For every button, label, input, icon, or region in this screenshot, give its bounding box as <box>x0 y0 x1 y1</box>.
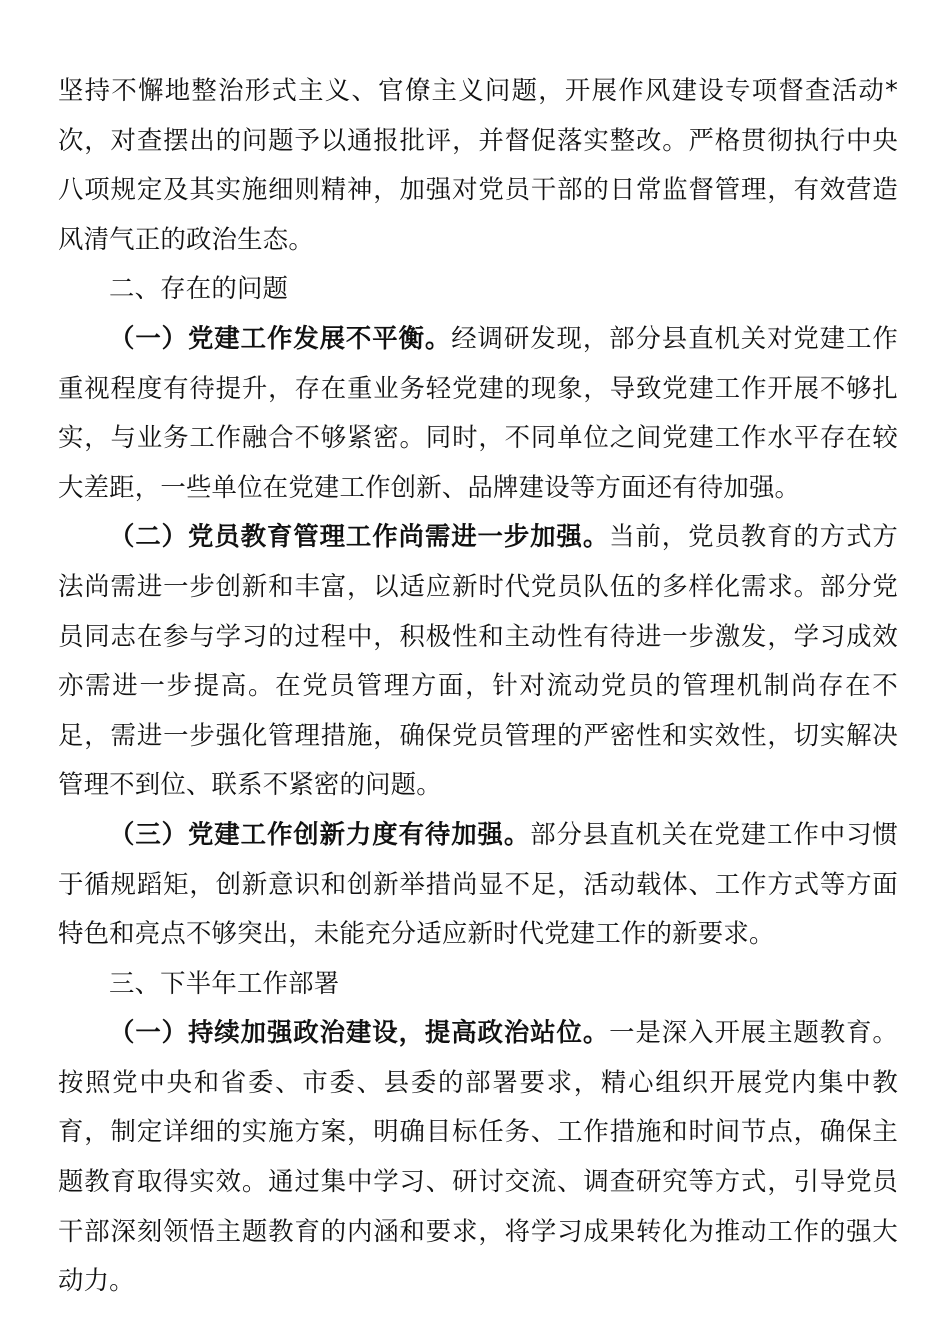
paragraph-text: 部分县直机关在党建工作中习惯于循规蹈矩，创新意识和创新举措尚显不足，活动载体、工作方式等方面特色和亮点不够突出，未能充分适应新时代党建工作的新要求。 <box>58 818 898 949</box>
paragraph-problem-1 <box>58 314 898 512</box>
paragraph-text: 坚持不懈地整治形式主义、官僚主义问题，开展作风建设专项督查活动*次，对查摆出的问题予以通报批评，并督促落实整改。严格贯彻执行中央八项规定及其实施细则精神，加强对党员干部的日常监督管理，有效营造风清气正的政治生态。 <box>58 75 898 254</box>
section-title-problems <box>58 264 898 314</box>
section-title-text: 二、存在的问题 <box>109 273 289 304</box>
section-title-text: 三、下半年工作部署 <box>109 967 340 998</box>
section-title-plan <box>58 959 898 1009</box>
paragraph-heading: （一）持续加强政治建设，提高政治站位。 <box>109 1017 610 1048</box>
paragraph-heading: （三）党建工作创新力度有待加强。 <box>109 818 531 849</box>
paragraph-plan-1 <box>58 1008 898 1306</box>
paragraph-heading: （一）党建工作发展不平衡。 <box>109 322 452 353</box>
paragraph-text: 当前，党员教育的方式方法尚需进一步创新和丰富，以适应新时代党员队伍的多样化需求。部分党员同志在参与学习的过程中，积极性和主动性有待进一步激发，学习成效亦需进一步提高。在党员管理方面，针对流动党员的管理机制尚存在不足，需进一步强化管理措施，确保党员管理的严密性和实效性，切实解决管理不到位、联系不紧密的问题。 <box>58 521 898 800</box>
paragraph-heading: （二）党员教育管理工作尚需进一步加强。 <box>109 521 610 552</box>
paragraph-problem-2 <box>58 512 898 810</box>
document-page <box>58 66 898 1306</box>
paragraph-problem-3 <box>58 810 898 959</box>
paragraph-continuation <box>58 66 898 264</box>
paragraph-text: 经调研发现，部分县直机关对党建工作重视程度有待提升，存在重业务轻党建的现象，导致党建工作开展不够扎实，与业务工作融合不够紧密。同时，不同单位之间党建工作水平存在较大差距，一些单位在党建工作创新、品牌建设等方面还有待加强。 <box>58 322 898 502</box>
paragraph-text: 一是深入开展主题教育。按照党中央和省委、市委、县委的部署要求，精心组织开展党内集中教育，制定详细的实施方案，明确目标任务、工作措施和时间节点，确保主题教育取得实效。通过集中学习、研讨交流、调查研究等方式，引导党员干部深刻领悟主题教育的内涵和要求，将学习成果转化为推动工作的强大动力。 <box>58 1017 898 1296</box>
